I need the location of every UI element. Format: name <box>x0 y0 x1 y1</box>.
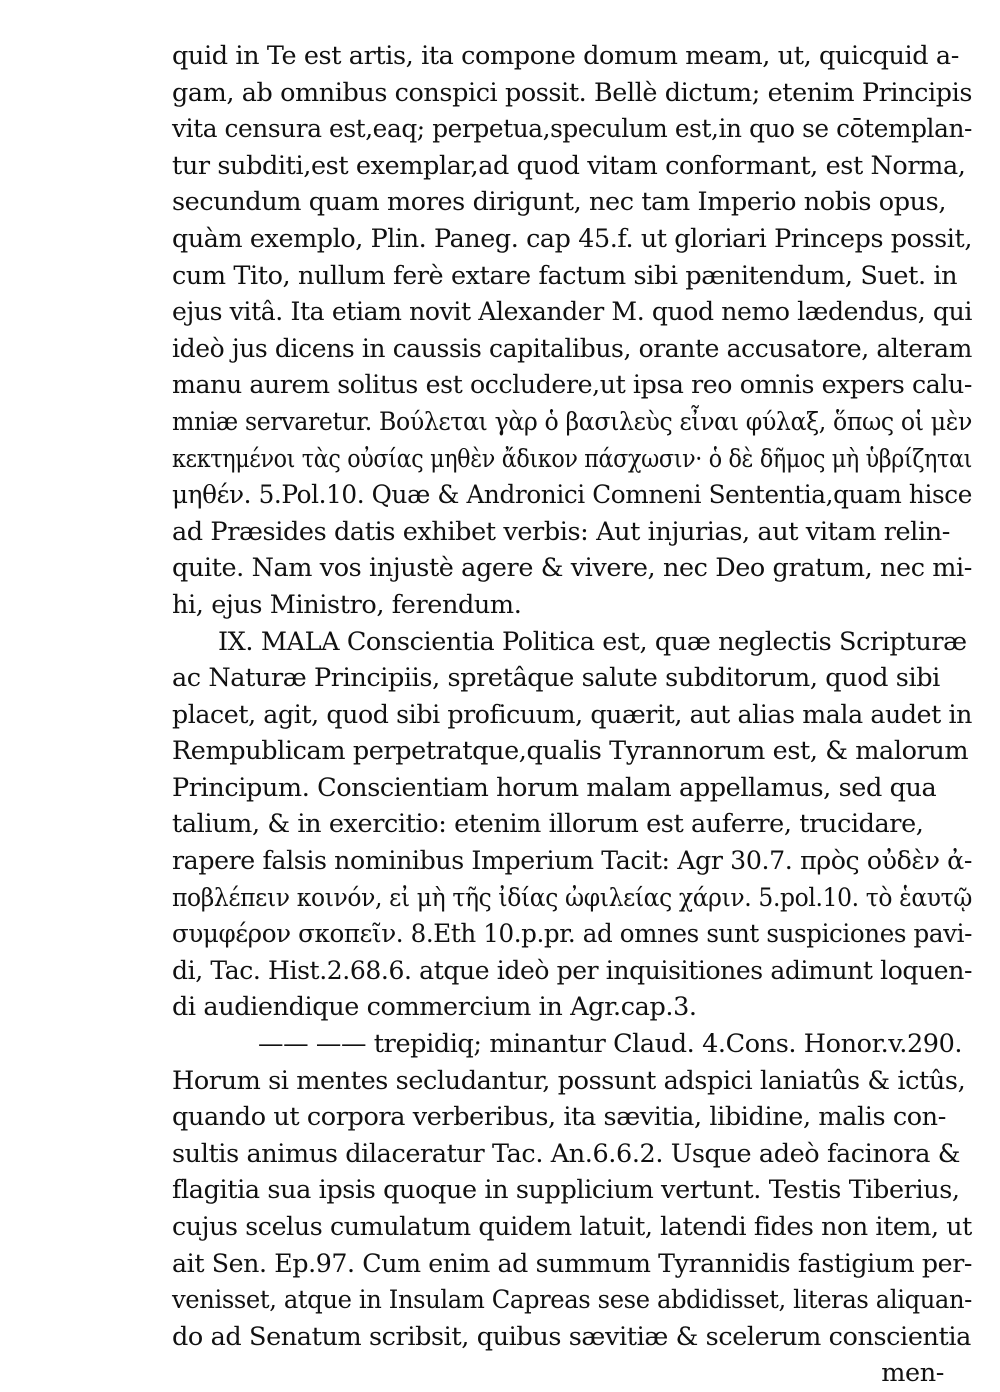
text-line: Horum si mentes secludantur, possunt adspici laniatûs & ictûs, <box>172 1065 966 1096</box>
text-line: cum Tito, nullum ferè extare factum sibi pænitendum, Suet. in <box>172 260 958 291</box>
text-line: di, Tac. Hist.2.68.6. atque ideò per inquisitiones adimunt loquen- <box>172 955 973 986</box>
text-line: Rempublicam perpetratque,qualis Tyrannorum est, & malorum <box>172 736 969 767</box>
text-line: quid in Te est artis, ita compone domum meam, ut, quicquid a- <box>172 41 959 71</box>
text-line: venisset, atque in Insulam Capreas sese abdidisset, literas aliquan- <box>172 1285 972 1316</box>
section-heading-line: IX. MALA Conscientia Politica est, quæ neglectis Scripturæ <box>218 626 967 657</box>
text-line: μηθέν. 5.Pol.10. Quæ & Andronici Comneni Sententia,quam hisce <box>172 480 972 511</box>
text-line: secundum quam mores dirigunt, nec tam Imperio nobis opus, <box>172 187 947 218</box>
text-line: ac Naturæ Principiis, spretâque salute subditorum, quod sibi <box>172 663 940 694</box>
text-line: ejus vitâ. Ita etiam novit Alexander M. quod nemo lædendus, qui <box>172 297 972 328</box>
text-line: sultis animus dilaceratur Tac. An.6.6.2. Usque adeò facinora & <box>172 1138 961 1169</box>
text-line: vita censura est,eaq; perpetua,speculum est,in quo se cōtemplan- <box>172 114 973 145</box>
text-line: quando ut corpora verberibus, ita sævitia, libidine, malis con- <box>172 1102 946 1133</box>
text-line: quite. Nam vos injustè agere & vivere, nec Deo gratum, nec mi- <box>172 553 973 584</box>
text-line: quàm exemplo, Plin. Paneg. cap 45.f. ut gloriari Princeps possit, <box>172 223 973 254</box>
text-line: ποβλέπειν κοινόν, εἰ μὴ τῆς ἰδίας ὠφιλείας χάριν. 5.pol.10. τὸ ἑαυτῷ <box>172 882 972 913</box>
quotation-line: —— —— trepidiq; minantur Claud. 4.Cons. Honor.v.290. <box>258 1029 963 1060</box>
text-line: manu aurem solitus est occludere,ut ipsa reo omnis expers calu- <box>172 370 973 401</box>
text-line: gam, ab omnibus conspici possit. Bellè dictum; etenim Principis <box>172 77 972 108</box>
text-line: rapere falsis nominibus Imperium Tacit: Agr 30.7. πρὸς οὐδὲν ἀ- <box>172 846 972 877</box>
text-line: placet, agit, quod sibi proficuum, quærit, aut alias mala audet in <box>172 699 973 730</box>
text-line: κεκτημένοι τὰς οὐσίας μηθὲν ἄδικον πάσχωσιν· ὁ δὲ δῆμος μὴ ὑβρίζηται <box>172 443 973 474</box>
text-line: mniæ servaretur. Βούλεται γὰρ ὁ βασιλεὺς εἶναι φύλαξ, ὅπως οἱ μὲν <box>172 406 973 437</box>
text-line: talium, & in exercitio: etenim illorum est auferre, trucidare, <box>172 809 924 840</box>
text-line: cujus scelus cumulatum quidem latuit, latendi fides non item, ut <box>172 1212 972 1242</box>
text-line: di audiendique commercium in Agr.cap.3. <box>172 992 697 1023</box>
text-line: συμφέρον σκοπεῖν. 8.Eth 10.p.pr. ad omnes sunt suspiciones pavi- <box>172 919 973 950</box>
text-line: ideò jus dicens in caussis capitalibus, orante accusatore, alteram <box>172 333 972 364</box>
text-line: flagitia sua ipsis quoque in supplicium vertunt. Testis Tiberius, <box>172 1175 960 1206</box>
text-line: hi, ejus Ministro, ferendum. <box>172 589 522 620</box>
catchword: men- <box>881 1358 944 1389</box>
text-line: do ad Senatum scribsit, quibus sævitiæ & scelerum conscientia <box>172 1321 971 1352</box>
text-line: ad Præsides datis exhibet verbis: Aut injurias, aut vitam relin- <box>172 516 950 547</box>
text-line: Principum. Conscientiam horum malam appellamus, sed qua <box>172 772 937 803</box>
text-line: ait Sen. Ep.97. Cum enim ad summum Tyrannidis fastigium per- <box>172 1248 973 1279</box>
text-line: tur subditi,est exemplar,ad quod vitam conformant, est Norma, <box>172 150 966 181</box>
text-block <box>172 38 972 1392</box>
